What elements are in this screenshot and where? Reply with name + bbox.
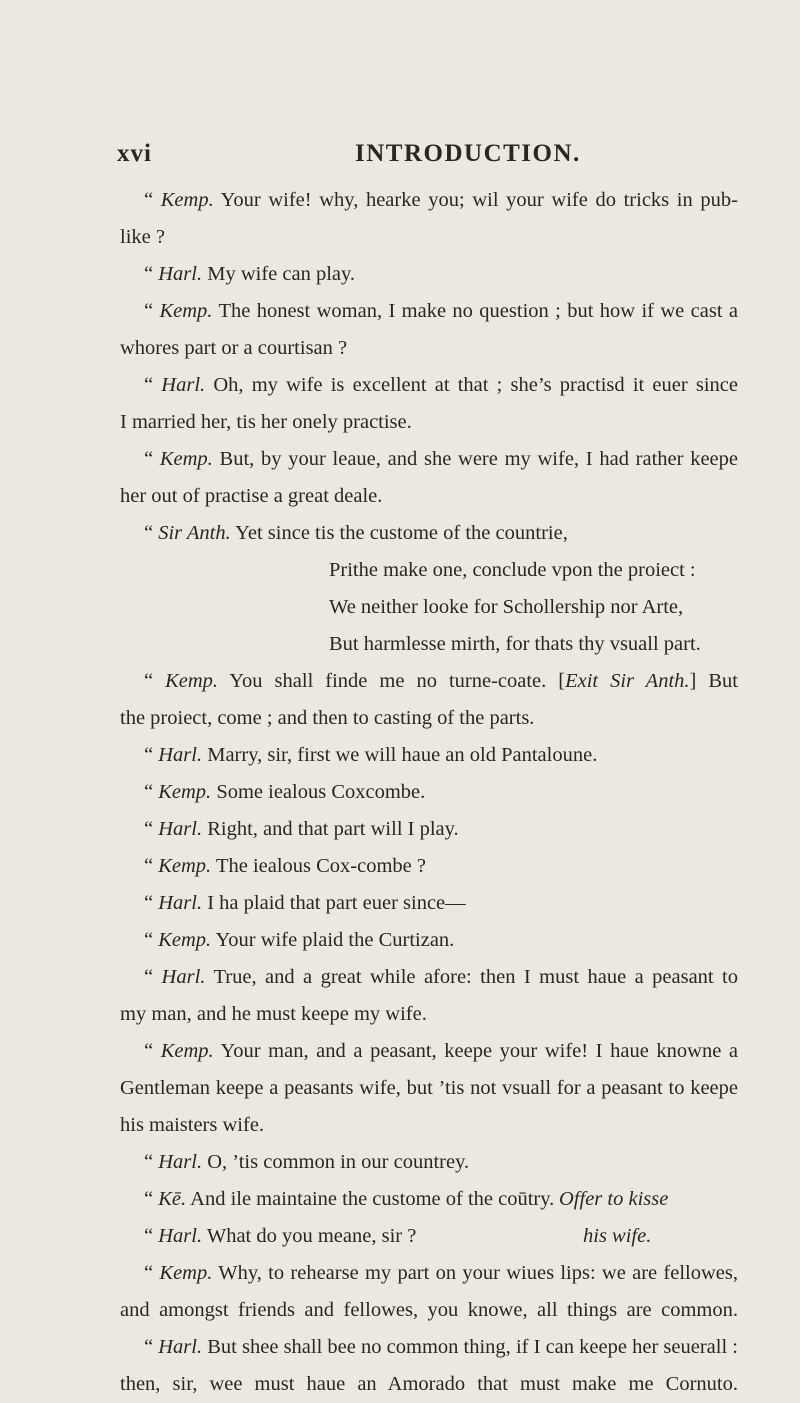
text-line: “ Harl. True, and a great while afore: then I must haue a peasant to	[144, 966, 738, 988]
speaker-name: Harl.	[158, 744, 203, 766]
text-line: “ Harl. My wife can play.	[144, 263, 356, 285]
speaker-name: Kemp.	[158, 929, 212, 951]
speaker-name: Harl.	[158, 1225, 203, 1247]
text-line: “ Kemp. Some iealous Coxcombe.	[144, 781, 426, 803]
speaker-name: Harl.	[158, 1336, 203, 1358]
text-line: like ?	[120, 226, 165, 248]
text-line: whores part or a courtisan ?	[120, 337, 348, 359]
text-line: “ Kemp. You shall finde me no turne-coate. [Exit Sir Anth.] But	[144, 670, 738, 692]
text-line: “ Harl. Marry, sir, first we will haue an old Pantaloune.	[144, 744, 598, 766]
speaker-name: Kemp.	[160, 1040, 214, 1062]
text-line: “ Kē. And ile maintaine the custome of the coūtry.	[144, 1188, 555, 1210]
speaker-name: Kemp.	[165, 670, 219, 692]
speaker-name: Kemp.	[159, 300, 213, 322]
speaker-name: Kē.	[158, 1188, 187, 1210]
speaker-name: Harl.	[161, 374, 206, 396]
verse-line: But harmlesse mirth, for thats thy vsuall part.	[329, 633, 701, 655]
text-line: her out of practise a great deale.	[120, 485, 383, 507]
text-line: I married her, tis her onely practise.	[120, 411, 412, 433]
text-line: “ Harl. But shee shall bee no common thing, if I can keepe her seuerall :	[144, 1336, 738, 1358]
text-line: “ Harl. Oh, my wife is excellent at that ; she’s practisd it euer since	[144, 374, 738, 396]
speaker-name: Harl.	[161, 966, 206, 988]
text-line: his maisters wife.	[120, 1114, 265, 1136]
verse-line: We neither looke for Schollership nor Arte,	[329, 596, 684, 618]
speaker-name: Sir Anth.	[158, 522, 231, 544]
text-line: “ Harl. I ha plaid that part euer since—	[144, 892, 466, 914]
speaker-name: Harl.	[158, 818, 203, 840]
speaker-name: Kemp.	[159, 1262, 213, 1284]
text-line: “ Kemp. Why, to rehearse my part on your wiues lips: we are fellowes,	[144, 1262, 738, 1284]
page-number: xvi	[117, 140, 152, 167]
text-line: “ Harl. O, ’tis common in our countrey.	[144, 1151, 470, 1173]
speaker-name: Harl.	[158, 892, 203, 914]
verse-line: Prithe make one, conclude vpon the proiect :	[329, 559, 696, 581]
text-line: “ Harl. What do you meane, sir ?	[144, 1225, 417, 1247]
text-line: “ Kemp. Your wife! why, hearke you; wil your wife do tricks in pub-	[144, 189, 738, 211]
text-line: “ Kemp. But, by your leaue, and she were my wife, I had rather keepe	[144, 448, 738, 470]
text-line: “ Kemp. Your man, and a peasant, keepe your wife! I haue knowne a	[144, 1040, 738, 1062]
stage-direction: Exit Sir Anth.	[565, 670, 690, 692]
speaker-name: Kemp.	[160, 189, 214, 211]
marginal-stage-direction: Offer to kisse his wife.	[559, 1188, 669, 1247]
speaker-name: Kemp.	[158, 855, 212, 877]
text-line: “ Sir Anth. Yet since tis the custome of the countrie,	[144, 522, 568, 544]
text-line: then, sir, wee must haue an Amorado that must make me Cornuto.	[120, 1373, 738, 1395]
text-line: “ Kemp. The honest woman, I make no question ; but how if we cast a	[144, 300, 738, 322]
speaker-name: Harl.	[158, 263, 203, 285]
text-line: “ Kemp. Your wife plaid the Curtizan.	[144, 929, 455, 951]
dialogue-text	[120, 182, 738, 1403]
page-header	[117, 140, 800, 170]
speaker-name: Kemp.	[159, 448, 213, 470]
speaker-name: Kemp.	[158, 781, 212, 803]
text-line: my man, and he must keepe my wife.	[120, 1003, 427, 1025]
text-line: the proiect, come ; and then to casting of the parts.	[120, 707, 535, 729]
text-line: “ Kemp. The iealous Cox-combe ?	[144, 855, 426, 877]
running-title: INTRODUCTION.	[355, 140, 581, 167]
text-line: Gentleman keepe a peasants wife, but ’tis not vsuall for a peasant to keepe	[120, 1077, 738, 1099]
speaker-name: Harl.	[158, 1151, 203, 1173]
text-line: “ Harl. Right, and that part will I play.	[144, 818, 459, 840]
text-line: and amongst friends and fellowes, you knowe, all things are common.	[120, 1299, 738, 1321]
